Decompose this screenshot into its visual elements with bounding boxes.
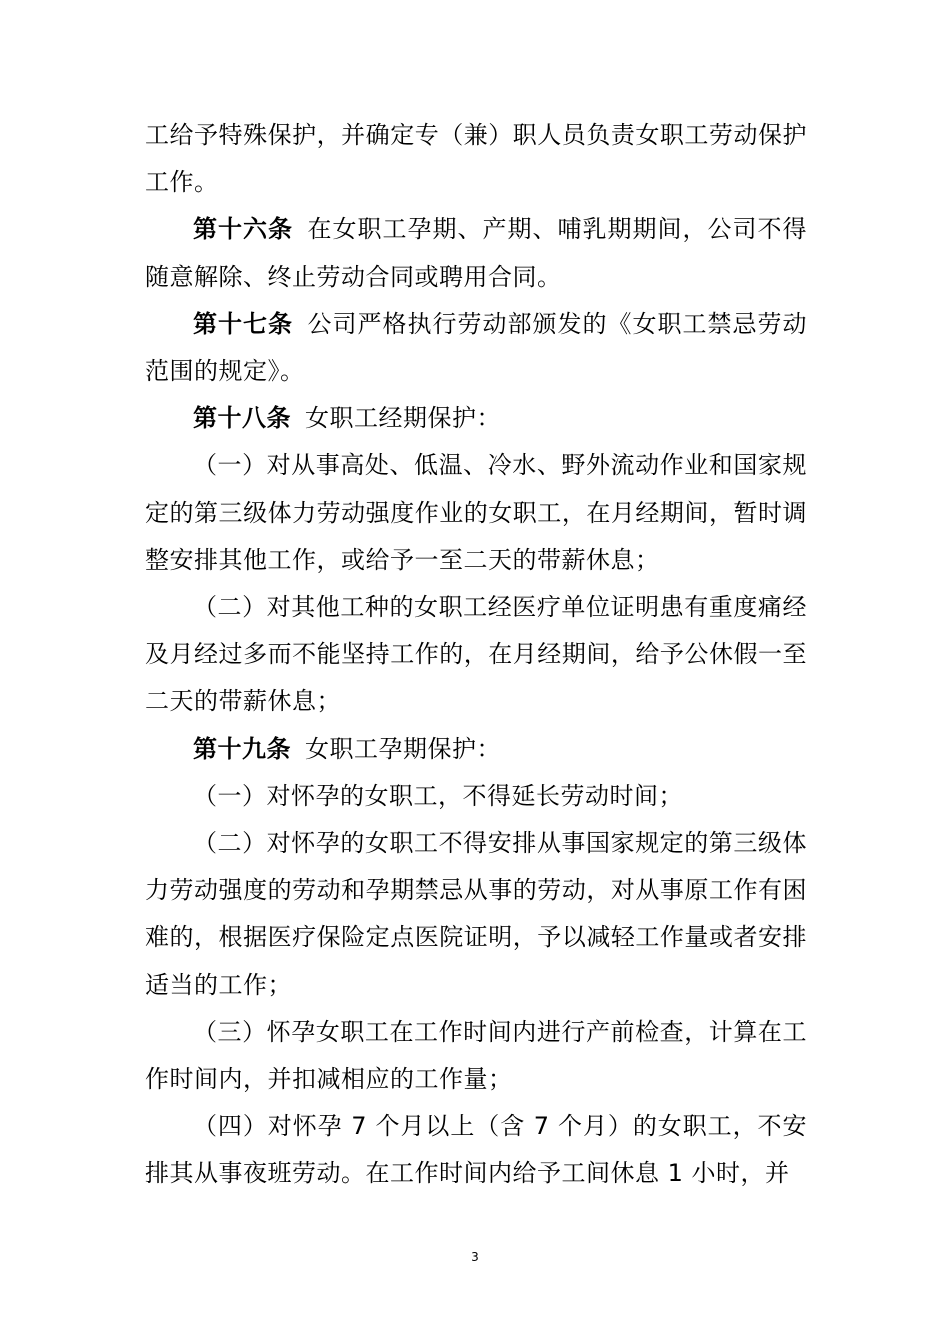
page-number: 3 (471, 1250, 479, 1264)
article-18-item-2 (145, 584, 807, 726)
article-16 (145, 206, 807, 300)
paragraph-text: 在女职工孕期、产期、哺乳期期间，公司不得随意解除、终止劳动合同或聘用合同。 (145, 215, 807, 291)
article-19-item-1 (145, 773, 807, 820)
article-18-item-1 (145, 442, 807, 584)
article-heading: 第十九条 (193, 734, 291, 763)
article-19-item-3 (145, 1009, 807, 1103)
article-18 (145, 395, 807, 442)
paragraph-text: 女职工孕期保护： (305, 734, 501, 763)
paragraph-text: （二）对怀孕的女职工不得安排从事国家规定的第三级体力劳动强度的劳动和孕期禁忌从事的劳动，对从事原工作有困难的，根据医疗保险定点医院证明，予以减轻工作量或者安排适当的工作； (145, 829, 807, 999)
article-heading: 第十六条 (193, 215, 293, 244)
paragraph-text: （一）对怀孕的女职工，不得延长劳动时间； (193, 781, 683, 810)
article-heading: 第十七条 (193, 309, 293, 338)
paragraph-text: （二）对其他工种的女职工经医疗单位证明患有重度痛经及月经过多而不能坚持工作的，在月经期间，给予公休假一至二天的带薪休息； (145, 593, 807, 716)
paragraph-text: （四）对怀孕 7 个月以上（含 7 个月）的女职工，不安排其从事夜班劳动。在工作时间内给予工间休息 1 小时，并 (145, 1112, 807, 1188)
paragraph-text: 女职工经期保护： (305, 404, 501, 433)
article-17 (145, 301, 807, 395)
article-heading: 第十八条 (193, 404, 291, 433)
article-19-item-4 (145, 1103, 807, 1197)
paragraph-text: 工给予特殊保护，并确定专（兼）职人员负责女职工劳动保护工作。 (145, 121, 807, 197)
paragraph-text: （三）怀孕女职工在工作时间内进行产前检查，计算在工作时间内，并扣减相应的工作量； (145, 1017, 807, 1094)
paragraph-1 (145, 112, 807, 206)
article-19 (145, 726, 807, 773)
document-body (145, 112, 807, 1198)
article-19-item-2 (145, 820, 807, 1009)
paragraph-text: 公司严格执行劳动部颁发的《女职工禁忌劳动范围的规定》。 (145, 309, 807, 386)
paragraph-text: （一）对从事高处、低温、冷水、野外流动作业和国家规定的第三级体力劳动强度作业的女职工，在月经期间，暂时调整安排其他工作，或给予一至二天的带薪休息； (145, 451, 807, 574)
